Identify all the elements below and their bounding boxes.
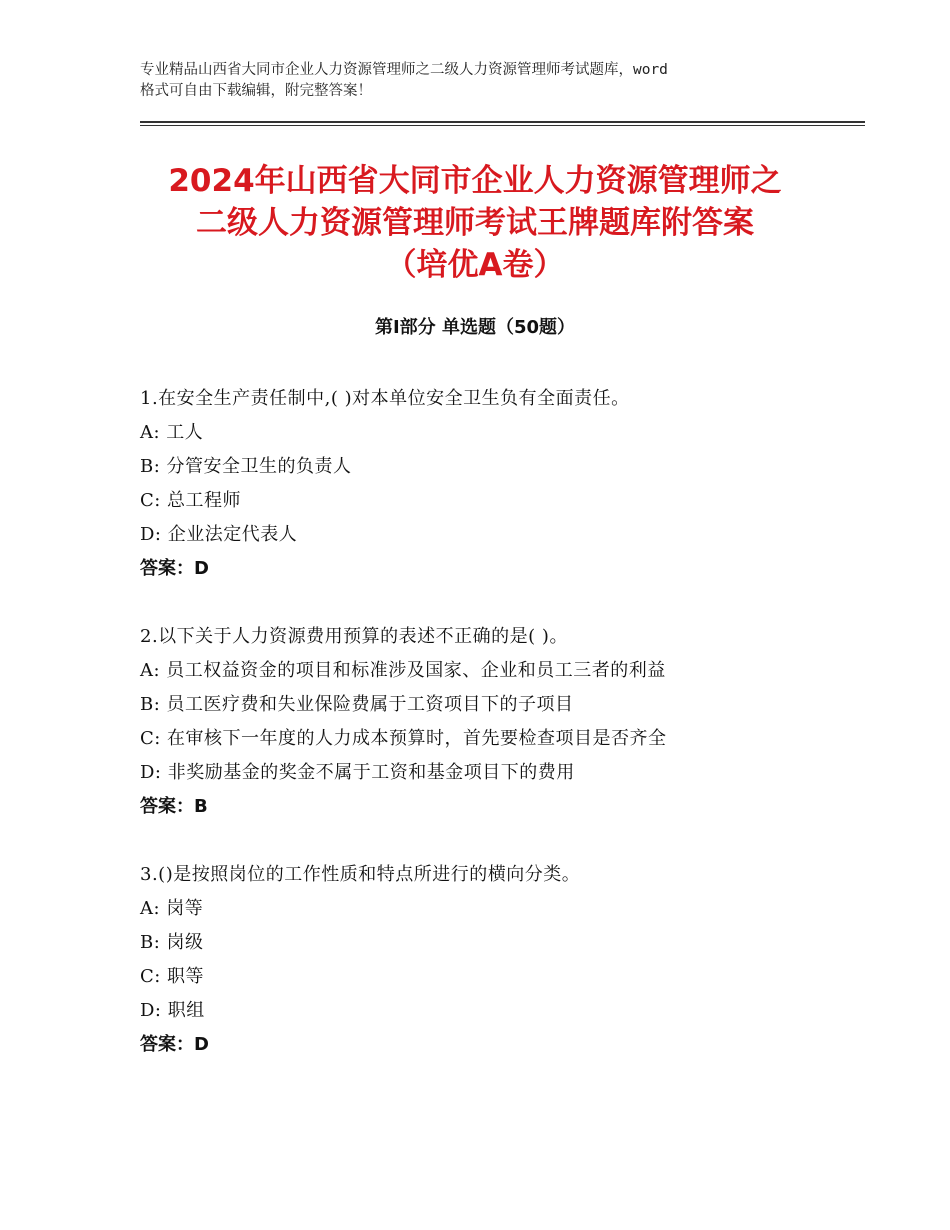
header-note-line-2: 格式可自由下载编辑，附完整答案！ xyxy=(140,83,372,99)
question-stem: 3.()是按照岗位的工作性质和特点所进行的横向分类。 xyxy=(140,864,581,885)
option-c: C: 总工程师 xyxy=(140,490,242,511)
section-title: 第Ⅰ部分 单选题（50题） xyxy=(374,317,575,338)
question-stem: 1.在安全生产责任制中,( )对本单位安全卫生负有全面责任。 xyxy=(140,388,630,409)
header-rule-thin xyxy=(140,125,865,126)
question-stem: 2.以下关于人力资源费用预算的表述不正确的是( )。 xyxy=(140,626,568,647)
document-title-line-1: 2024年山西省大同市企业人力资源管理师之 xyxy=(168,163,782,199)
answer-label: 答案：B xyxy=(140,796,208,817)
option-b: B: 岗级 xyxy=(140,932,204,953)
option-b: B: 员工医疗费和失业保险费属于工资项目下的子项目 xyxy=(140,694,574,715)
answer-label: 答案：D xyxy=(140,558,209,579)
header-note-line-1: 专业精品山西省大同市企业人力资源管理师之二级人力资源管理师考试题库，word xyxy=(140,62,668,78)
document-title xyxy=(140,160,810,286)
option-a: A: 工人 xyxy=(140,422,204,443)
document-title-line-2: 二级人力资源管理师考试王牌题库附答案 xyxy=(196,205,754,241)
question-3 xyxy=(140,858,840,1062)
option-c: C: 职等 xyxy=(140,966,205,987)
header-note xyxy=(140,60,830,102)
option-d: D: 非奖励基金的奖金不属于工资和基金项目下的费用 xyxy=(140,762,575,783)
document-title-line-3: （培优A卷） xyxy=(385,247,565,283)
option-d: D: 企业法定代表人 xyxy=(140,524,298,545)
answer-label: 答案：D xyxy=(140,1034,209,1055)
option-b: B: 分管安全卫生的负责人 xyxy=(140,456,352,477)
option-a: A: 员工权益资金的项目和标准涉及国家、企业和员工三者的利益 xyxy=(140,660,666,681)
question-list xyxy=(140,382,840,1096)
header-rule-thick xyxy=(140,121,865,123)
option-d: D: 职组 xyxy=(140,1000,205,1021)
question-1 xyxy=(140,382,840,586)
option-a: A: 岗等 xyxy=(140,898,204,919)
option-c: C: 在审核下一年度的人力成本预算时，首先要检查项目是否齐全 xyxy=(140,728,667,749)
question-2 xyxy=(140,620,840,824)
